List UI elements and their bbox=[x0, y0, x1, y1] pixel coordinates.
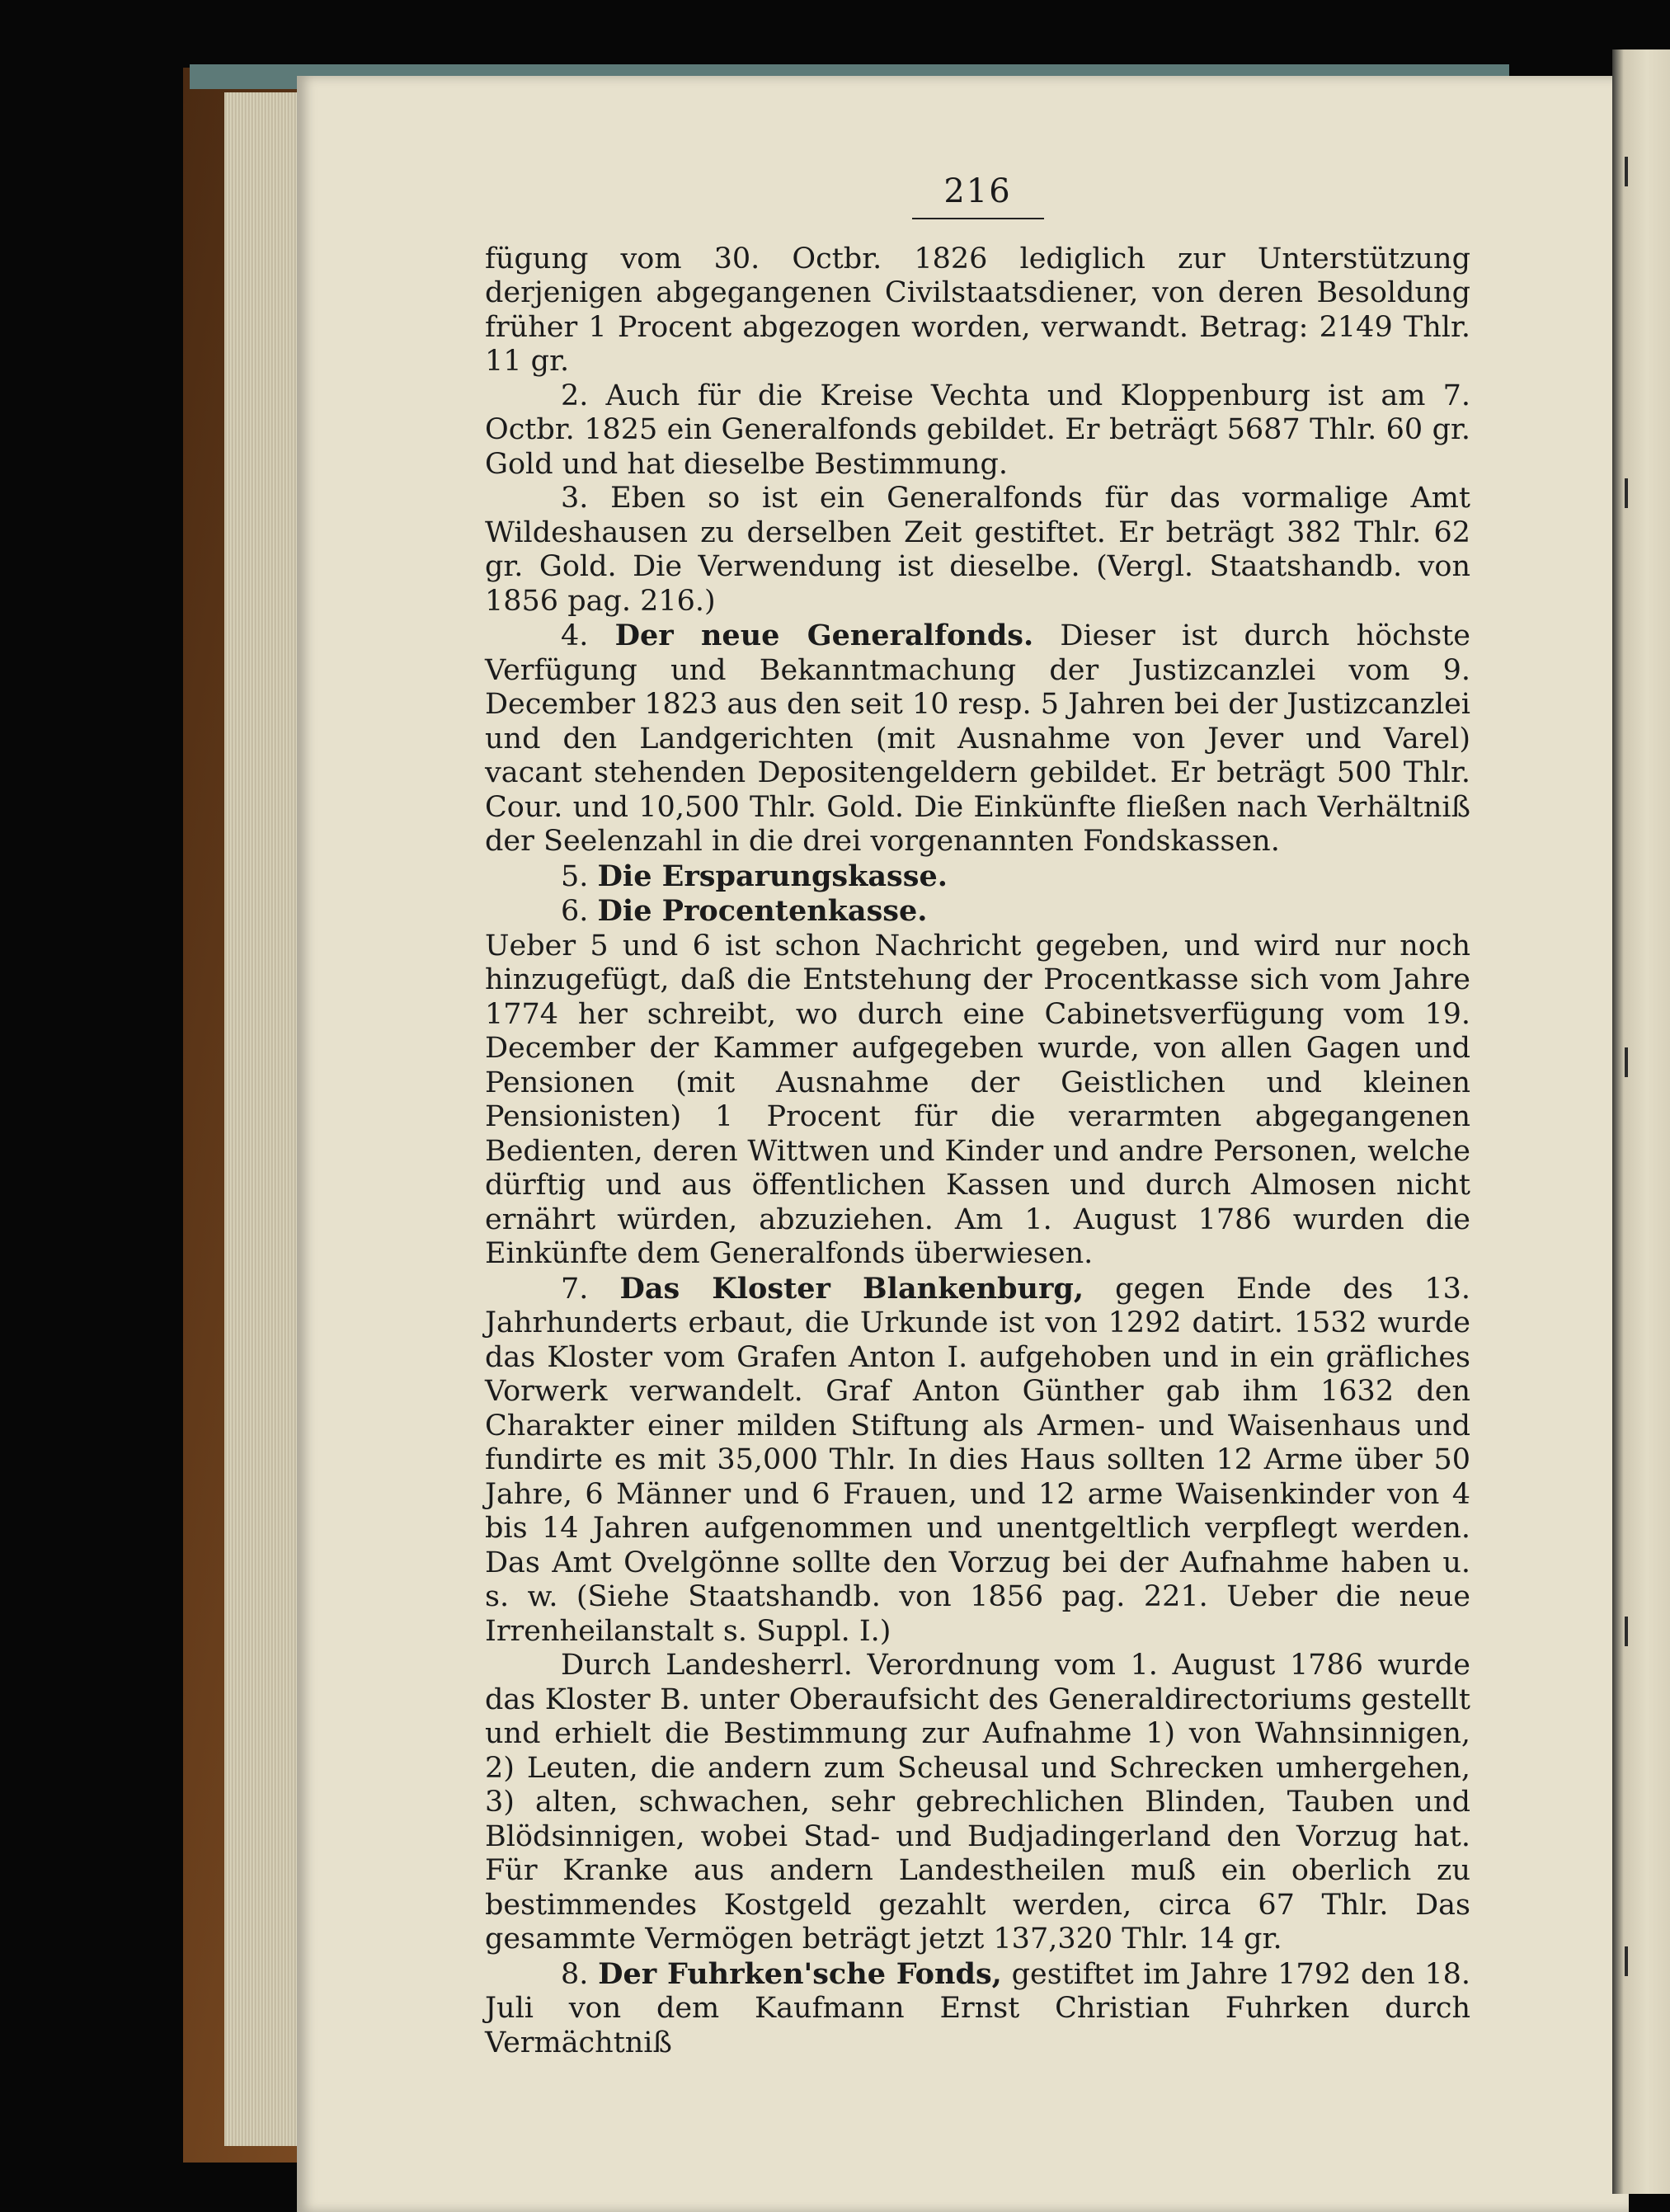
paragraph: Ueber 5 und 6 ist schon Nachricht gegeben, und wird nur noch hinzugefügt, daß die Entstehung der Procentkasse sich vom Jahre 1774 her schreibt, wo durch eine Cabinetsverfügung vom 19. December der Kammer aufgegeben wurde, von allen Gagen und Pensionen (mit Ausnahme der Geistlichen und kleinen Pensionisten) 1 Procent für die verarmten abgegangenen Bedienten, deren Wittwen und Kinder und andre Personen, welche dürftig und aus öffentlichen Kassen und durch Almosen nicht ernährt würden, abzuziehen. Am 1. August 1786 wurden die Einkünfte dem Generalfonds überwiesen. bbox=[485, 929, 1470, 1270]
binding-stitch bbox=[1625, 157, 1628, 186]
section-number: 7. bbox=[561, 1272, 589, 1306]
binding-stitch bbox=[1625, 478, 1628, 508]
section-heading: Die Ersparungskasse. bbox=[597, 859, 948, 893]
section-number: 4. bbox=[561, 619, 589, 652]
section-text: gestiftet im Jahre 1792 den 18. Juli von dem Kaufmann Ernst Christian Fuhrken durch Vermächtniß bbox=[485, 1957, 1470, 2059]
section-heading: Der Fuhrken'sche Fonds, bbox=[598, 1956, 1002, 1991]
section-7 bbox=[485, 1272, 1470, 1650]
paragraph: fügung vom 30. Octbr. 1826 lediglich zur Unterstützung derjenigen abgegangenen Civilstaatsdiener, von deren Besoldung früher 1 Procent abgezogen worden, verwandt. Betrag: 2149 Thlr. 11 gr. bbox=[485, 242, 1470, 378]
page-text-block bbox=[485, 172, 1470, 2060]
section-number: 5. bbox=[561, 859, 589, 893]
section-heading: Das Kloster Blankenburg, bbox=[619, 1271, 1084, 1306]
section-text: gegen Ende des 13. Jahrhunderts erbaut, die Urkunde ist von 1292 datirt. 1532 wurde das Kloster vom Grafen Anton I. aufgehoben und in ein gräfliches Vorwerk verwandelt. Graf Anton Günther gab ihm 1632 den Charakter einer milden Stiftung als Armen- und Waisenhaus und fundirte es mit 35,000 Thlr. In dies Haus sollten 12 Arme über 50 Jahre, 6 Männer und 6 Frauen, und 12 arme Waisenkinder von 4 bis 14 Jahren aufgenommen und unentgeltlich verpflegt werden. Das Amt Ovelgönne sollte den Vorzug bei der Aufnahme haben u. s. w. (Siehe Staatshandb. von 1856 pag. 221. Ueber die neue Irrenheilanstalt s. Suppl. I.) bbox=[485, 1272, 1470, 1648]
section-heading: Der neue Generalfonds. bbox=[614, 619, 1034, 652]
paragraph: 2. Auch für die Kreise Vechta und Kloppenburg ist am 7. Octbr. 1825 ein Generalfonds gebildet. Er beträgt 5687 Thlr. 60 gr. Gold und hat dieselbe Bestimmung. bbox=[485, 379, 1470, 481]
page-stack-edge bbox=[224, 92, 307, 2146]
section-5 bbox=[485, 859, 1470, 895]
section-6 bbox=[485, 894, 1470, 930]
binding-stitch bbox=[1625, 1047, 1628, 1077]
page-number: 216 bbox=[943, 172, 1012, 210]
binding-stitch bbox=[1625, 1617, 1628, 1646]
section-4 bbox=[485, 619, 1470, 859]
section-8 bbox=[485, 1957, 1470, 2061]
section-number: 8. bbox=[561, 1957, 589, 1991]
binding-stitch bbox=[1625, 1946, 1628, 1976]
section-number: 6. bbox=[561, 895, 589, 928]
page-number-rule bbox=[912, 218, 1044, 219]
paragraph: Durch Landesherrl. Verordnung vom 1. August 1786 wurde das Kloster B. unter Oberaufsicht des Generaldirectoriums gestellt und erhielt die Bestimmung zur Aufnahme 1) von Wahnsinnigen, 2) Leuten, die andern zum Scheusal und Schrecken umhergehen, 3) alten, schwachen, sehr gebrechlichen Blinden, Tauben und Blödsinnigen, wobei Stad- und Budjadingerland den Vorzug hat. Für Kranke aus andern Landestheilen muß ein oberlich zu bestimmendes Kostgeld gezahlt werden, circa 67 Thlr. Das gesammte Vermögen beträgt jetzt 137,320 Thlr. 14 gr. bbox=[485, 1649, 1470, 1956]
section-text: Dieser ist durch höchste Verfügung und Bekanntmachung der Justizcanzlei vom 9. December 1823 aus den seit 10 resp. 5 Jahren bei der Justizcanzlei und den Landgerichten (mit Ausnahme von Jever und Varel) vacant stehenden Depositengeldern gebildet. Er beträgt 500 Thlr. Cour. und 10,500 Thlr. Gold. Die Einkünfte fließen nach Verhältniß der Seelenzahl in die drei vorgenannten Fondskassen. bbox=[485, 619, 1470, 858]
paragraph: 3. Eben so ist ein Generalfonds für das vormalige Amt Wildeshausen zu derselben Zeit gestiftet. Er beträgt 382 Thlr. 62 gr. Gold. Die Verwendung ist dieselbe. (Vergl. Staatshandb. von 1856 pag. 216.) bbox=[485, 482, 1470, 618]
book-gutter bbox=[1612, 49, 1670, 2194]
section-heading: Die Procentenkasse. bbox=[597, 894, 928, 928]
